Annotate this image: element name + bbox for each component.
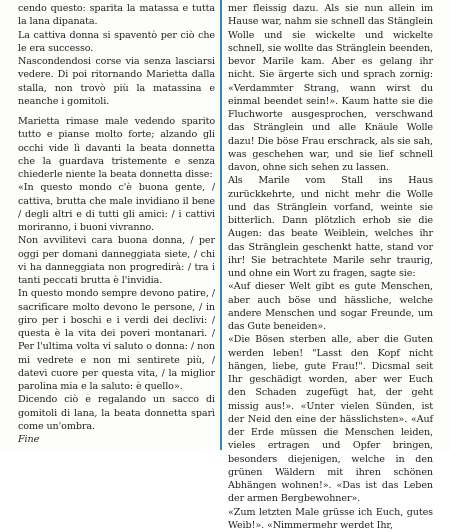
paragraph: Dicendo ciò e regalando un sacco di gomitoli di lana, la beata donnetta sparì come un'ombra.	[18, 393, 215, 433]
paragraph: In questo mondo sempre devono patire, / sacrificare molto devono le persone, / in giro per i boschi e i verdi dei declivi: / questa è la vita dei poveri montanari. / Per l'ultima volta vi saluto o donna: / non mi vedrete e non mi sentirete più, / datevi cuore per questa vita, / la miglior parolina mia e la saluto: è quello».	[18, 287, 215, 393]
paragraph: «Zum letzten Male grüsse ich Euch, gutes Weib!». «Nimmermehr werdet Ihr,	[228, 506, 433, 532]
paragraph: mer fleissig dazu. Als sie nun allein im Hause war, nahm sie schnell das Stänglein Wolle und sie wickelte und wickelte schnell, sie wollte das Stränglein beenden, bevor Marile kam. Aber es gelang ihr nicht. Sie ärgerte sich und sprach zornig: «Verdammter Strang, wann wirst du einmal beendet sein!». Kaum hatte sie die Fluchworte ausgesprochen, verschwand das Stränglein und alle Knäule Wolle dazu! Die böse Frau erschrack, als sie sah, was geschehen war, und sie lief schnell davon, ohne sich sehen zu lassen.	[228, 2, 433, 174]
german-text-column	[228, 2, 433, 532]
paragraph: Non avvilitevi cara buona donna, / per oggi per domani danneggiata siete, / chi vi ha danneggiata non progredirà: / tra i tanti peccati brutta è l'invidia.	[18, 234, 215, 287]
paragraph: «In questo mondo c'è buona gente, / cattiva, brutta che male invidiano il bene / degli altri e di tutti gli amici: / i cattivi moriranno, i buoni vivranno.	[18, 181, 215, 234]
paragraph: «Die Bösen sterben alle, aber die Guten werden leben! "Lasst den Kopf nicht hängen, liebe, gute Frau!". Dicsmal seit Ihr geschädigt worden, aber wer Euch den Schaden zugefügt hat, der geht missig aus!». «Unter vielen Sünden, ist der Neid den eine der hässlichsten». «Auf der Erde müssen die Menschen leiden, vieles ertragen und Opfer bringen, besonders diejenigen, welche in den grünen Wäldern mit ihren schönen Abhängen wohnen!». «Das ist das Leben der armen Bergbewohner».	[228, 333, 433, 505]
paragraph: cendo questo: sparita la matassa e tutta la lana dipanata.	[18, 2, 215, 29]
paragraph: Marietta rimase male vedendo sparito tutto e pianse molto forte; alzando gli occhi vide lì davanti la beata donnetta che la guardava tristemente e senza chiederle niente la beata donnetta disse:	[18, 115, 215, 181]
italian-text-column	[18, 2, 215, 446]
paragraph: La cattiva donna si spaventò per ciò che le era successo.	[18, 29, 215, 56]
paragraph: «Auf dieser Welt gibt es gute Menschen, aber auch böse und hässliche, welche andere Menschen und sogar Freunde, um das Gute beneiden».	[228, 280, 433, 333]
paragraph: Nascondendosi corse via senza lasciarsi vedere. Di poi ritornando Marietta dalla stalla, non trovò più la matassina e neanche i gomitoli.	[18, 55, 215, 108]
paragraph: Als Marile vom Stall ins Haus zurückkehrte, und nicht mehr die Wolle und das Stränglein vorfand, weinte sie bitterlich. Dann plötzlich erhob sie die Augen: das beate Weiblein, welches ihr das Stränglein geschenkt hatte, stand vor ihr! Sie betrachtete Marile sehr traurig, und ohne ein Wort zu fragen, sagte sie:	[228, 174, 433, 280]
end-label: Fine	[18, 433, 215, 446]
column-divider	[220, 0, 222, 450]
